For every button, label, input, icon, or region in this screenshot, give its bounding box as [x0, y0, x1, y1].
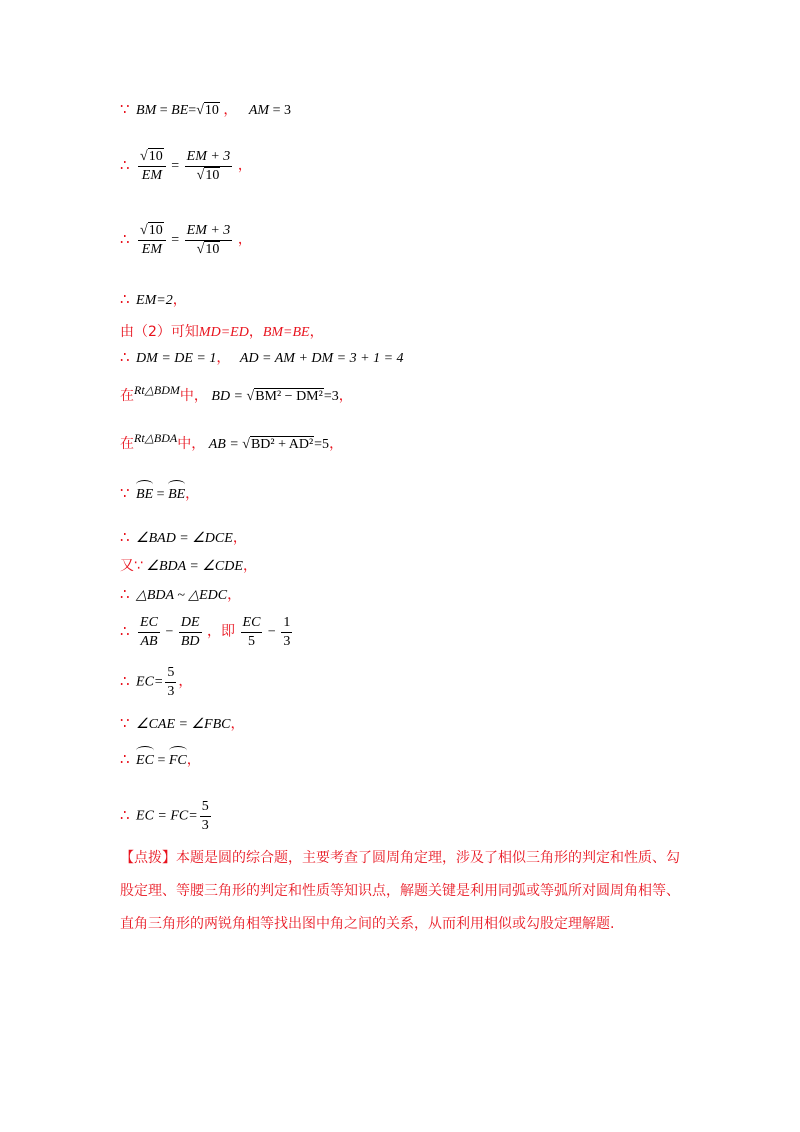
angle-eq: ∠BDA = ∠CDE	[146, 559, 243, 574]
ec-lhs: EC=	[136, 674, 164, 690]
therefore-symbol: ∴	[120, 157, 130, 174]
therefore-symbol: ∴	[120, 623, 130, 640]
line-2	[120, 148, 252, 185]
therefore-symbol: ∴	[120, 587, 130, 603]
ec-fc-lhs: EC = FC=	[136, 808, 198, 824]
angle-eq: ∠BAD = ∠DCE	[136, 531, 233, 546]
angle-eq: ∠CAE = ∠FBC	[136, 717, 231, 732]
comma: ，	[227, 588, 242, 603]
comma: ，	[185, 487, 200, 502]
em-equals: EM=2	[136, 293, 173, 308]
mid: 中，	[179, 388, 208, 404]
frac-5-3: $\frac{5}{3}$	[201, 799, 209, 833]
fraction-left: $\frac{√10}{EM}$	[138, 222, 166, 259]
mid: ，即	[207, 623, 236, 640]
line-8	[120, 431, 344, 455]
mid: 中，	[177, 436, 206, 452]
frac-1-3: $\frac{1}{3}$	[283, 615, 291, 649]
frac-ec-5: $\frac{EC}{5}$	[242, 615, 261, 649]
line-15	[120, 714, 244, 735]
frac-ec-ab: $\frac{EC}{AB}$	[140, 615, 158, 649]
therefore-symbol: ∴	[120, 807, 130, 824]
eq: =	[156, 487, 165, 502]
pre: 又∵	[120, 558, 143, 574]
triangle: Rt△BDA	[134, 431, 178, 445]
arc-ec: EC	[136, 751, 154, 771]
comma: ，	[230, 717, 245, 732]
comma: ，	[237, 232, 252, 248]
ab-label: AB =	[208, 437, 239, 452]
ad-sum: AD = AM + DM = 3 + 1 = 4	[239, 351, 404, 366]
pre: 在	[120, 436, 134, 452]
bm-be: BM=BE	[262, 325, 310, 340]
line-13	[120, 614, 294, 651]
result: =5	[314, 437, 330, 452]
fraction-left: $\frac{√10}{EM}$	[138, 148, 166, 185]
therefore-symbol: ∴	[120, 752, 130, 768]
tip-text: 本题是圆的综合题，主要考查了圆周角定理，涉及了相似三角形的判定和性质、勾股定理、等腰三角形的判定和性质等知识点，解题关键是利用同弧或等弧所对圆周角相等、直角三角形的两锐角相等找出图中角之间的关系，从而利用相似或勾股定理解题.	[120, 850, 680, 932]
comma: ，	[237, 158, 252, 174]
sqrt-expr: √BM² − DM²	[246, 389, 323, 404]
eq2: =	[188, 103, 197, 118]
therefore-symbol: ∴	[120, 530, 130, 546]
comma: ，	[309, 324, 324, 340]
pre: 在	[120, 388, 134, 404]
line-3	[120, 222, 252, 259]
math-bm: BM	[136, 103, 157, 118]
line-7	[120, 383, 353, 407]
eq: =	[171, 158, 180, 174]
prefix: 由（2）可知	[120, 324, 199, 340]
math-be: BE	[171, 103, 189, 118]
arc-fc: FC	[169, 751, 187, 771]
therefore-symbol: ∴	[120, 673, 130, 690]
line-14	[120, 664, 192, 701]
comma: ，	[178, 674, 193, 690]
sep: ，	[248, 324, 263, 340]
sqrt-expr: √BD² + AD²	[242, 437, 314, 452]
sqrt-10: √10	[196, 103, 219, 118]
comma: ，	[329, 437, 344, 452]
result: =3	[323, 389, 339, 404]
comma: ，	[232, 531, 247, 546]
line-1	[120, 100, 291, 121]
frac-5-3: $\frac{5}{3}$	[167, 665, 175, 699]
eq: =	[171, 232, 180, 248]
line-12	[120, 585, 241, 606]
frac-de-bd: $\frac{DE}{BD}$	[180, 615, 200, 649]
comma: ，	[172, 293, 187, 308]
line-16	[120, 750, 201, 771]
line-4	[120, 290, 187, 311]
rel: −	[165, 624, 174, 640]
line-17	[120, 798, 213, 835]
line-11	[120, 556, 257, 577]
tip-label: 【点拨】	[120, 850, 176, 866]
math-am: AM	[248, 103, 270, 118]
eq: =	[157, 753, 166, 768]
because-symbol: ∵	[120, 716, 130, 732]
arc-be: BE	[136, 485, 153, 505]
line-10	[120, 528, 247, 549]
because-symbol: ∵	[120, 102, 130, 118]
bd-label: BD =	[211, 389, 243, 404]
rel2: −	[267, 624, 276, 640]
line-9	[120, 484, 199, 505]
because-symbol: ∵	[120, 486, 130, 502]
tip-paragraph	[120, 842, 680, 941]
comma: ，	[338, 389, 353, 404]
triangle: Rt△BDM	[134, 383, 180, 397]
fraction-right: $\frac{EM + 3}{√10}$	[186, 223, 231, 257]
line-6	[120, 348, 404, 369]
therefore-symbol: ∴	[120, 350, 130, 366]
comma: ，	[186, 753, 201, 768]
md-ed: MD=ED	[198, 325, 249, 340]
eq3: =	[272, 103, 281, 118]
dm-de: DM = DE = 1	[136, 351, 217, 366]
sep: ，	[216, 351, 231, 366]
therefore-symbol: ∴	[120, 292, 130, 308]
fraction-right: $\frac{EM + 3}{√10}$	[186, 149, 231, 183]
arc-be-2: BE	[168, 485, 185, 505]
comma: ，	[242, 559, 257, 574]
eq: =	[159, 103, 168, 118]
line-5	[120, 322, 324, 343]
therefore-symbol: ∴	[120, 231, 130, 248]
similar: △BDA ~ △EDC	[136, 588, 228, 603]
sep: ，	[223, 103, 238, 118]
am-value: 3	[284, 103, 291, 118]
